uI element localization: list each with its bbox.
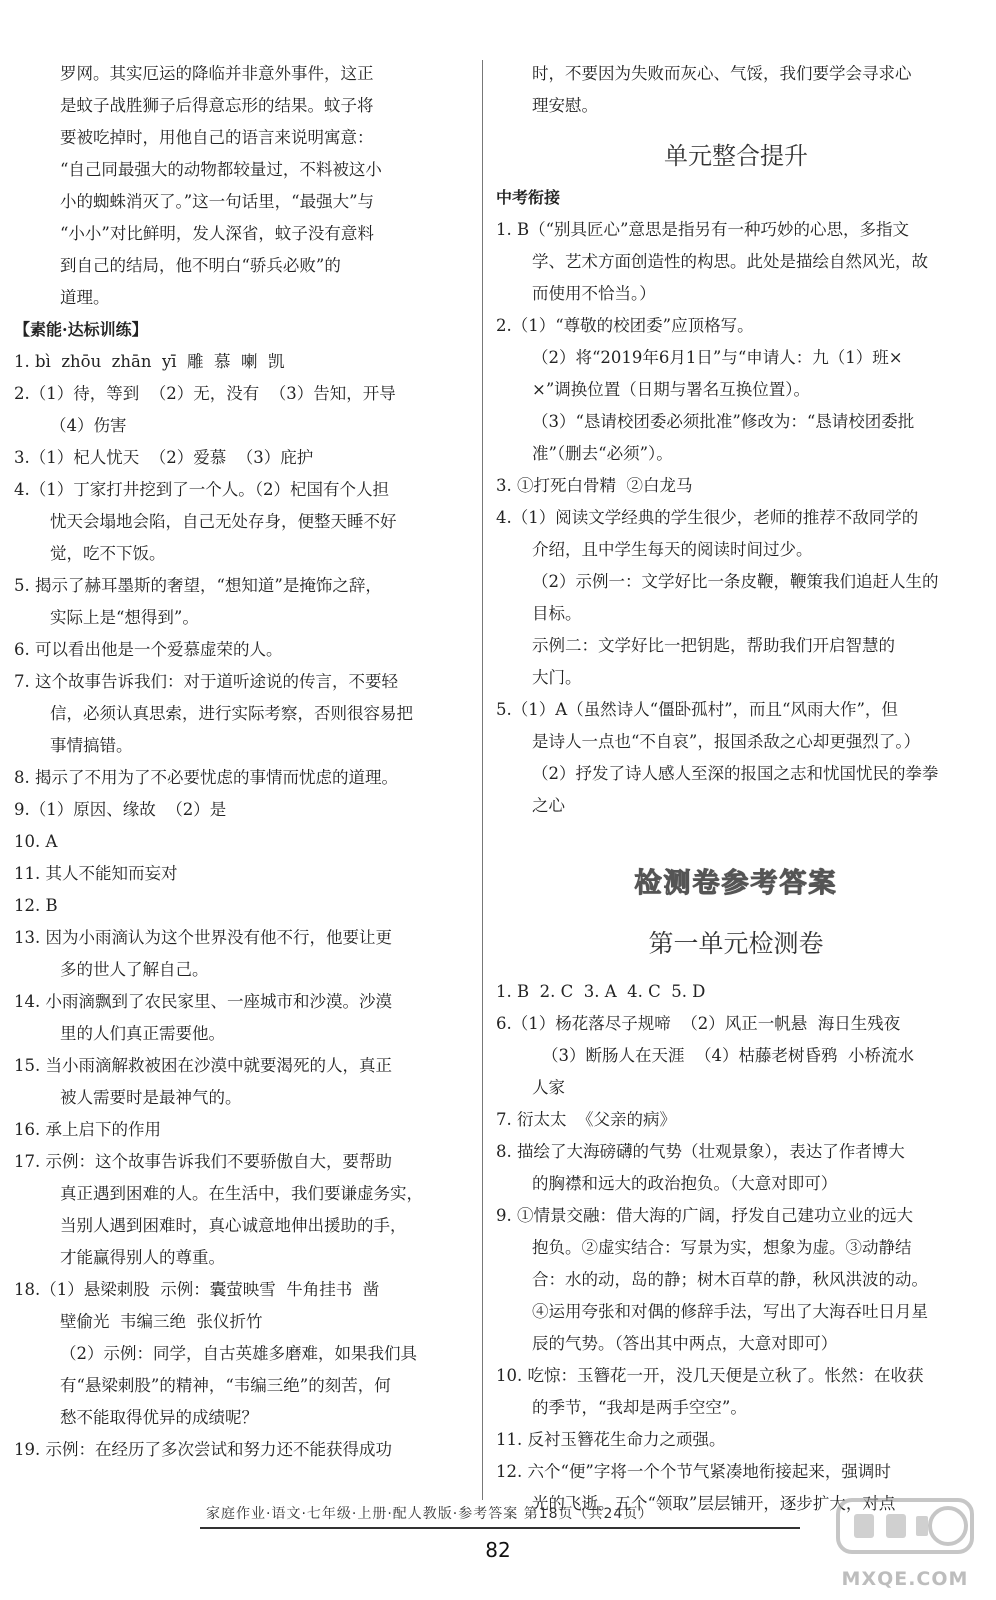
answer-line: （2）示例一：文学好比一条皮鞭，鞭策我们追赶人生的 bbox=[532, 572, 939, 591]
answer-line: 2.（1）待，等到 （2）无，没有 （3）告知，开导 bbox=[14, 384, 396, 403]
answer-line: 实际上是“想得到”。 bbox=[50, 608, 199, 627]
answer-line: （3）“恳请校团委必须批准”修改为：“恳请校团委批 bbox=[532, 412, 915, 431]
answer-line: 11. 反衬玉簪花生命力之顽强。 bbox=[496, 1430, 726, 1449]
answer-line: 而使用不恰当。） bbox=[532, 284, 656, 303]
text-line: “自己同最强大的动物都较量过，不料被这小 bbox=[60, 160, 382, 179]
answer-line: 2.（1）“尊敬的校团委”应顶格写。 bbox=[496, 316, 754, 335]
answer-line: 8. 描绘了大海磅礴的气势（壮观景象），表达了作者博大 bbox=[496, 1142, 905, 1161]
footer-rule bbox=[200, 1527, 800, 1529]
answer-line: 人家 bbox=[532, 1078, 565, 1097]
page-footer: 家庭作业·语文·七年级·上册·配人教版·参考答案 第18页（共24页） bbox=[206, 1506, 654, 1522]
answer-line: 是诗人一点也“不自哀”，报国杀敌之心却更强烈了。） bbox=[532, 732, 921, 751]
answer-line: 有“悬梁刺股”的精神，“韦编三绝”的刻苦，何 bbox=[60, 1376, 391, 1395]
sub-label: 中考衔接 bbox=[496, 188, 561, 207]
watermark-text: MXQE.COM bbox=[841, 1568, 969, 1590]
answer-line: 6.（1）杨花落尽子规啼 （2）风正一帆悬 海日生残夜 bbox=[496, 1014, 901, 1033]
answer-line: 大门。 bbox=[532, 668, 582, 687]
answer-line: （2）将“2019年6月1日”与“申请人：九（1）班× bbox=[532, 348, 903, 367]
answer-line: 1. bì zhōu zhān yī 雕 慕 喇 凯 bbox=[14, 352, 285, 371]
answer-line: 学、艺术方面创造性的构思。此处是描绘自然风光，故 bbox=[532, 252, 928, 271]
answer-line: 准”（删去“必须”）。 bbox=[532, 444, 673, 463]
answer-section-title: 检测卷参考答案 bbox=[634, 868, 838, 899]
answer-line: 4.（1）阅读文学经典的学生很少，老师的推荐不敌同学的 bbox=[496, 508, 919, 527]
answer-line: 当别人遇到困难时，真心诚意地伸出援助的手， bbox=[60, 1216, 407, 1235]
answer-line: 18.（1）悬梁刺股 示例：囊萤映雪 牛角挂书 凿 bbox=[14, 1280, 380, 1299]
answer-line: 13. 因为小雨滴认为这个世界没有他不行，他要让更 bbox=[14, 928, 392, 947]
right-column bbox=[496, 58, 976, 1520]
answer-line: 多的世人了解自己。 bbox=[60, 960, 209, 979]
text-line: “小小”对比鲜明，发人深省，蚊子没有意料 bbox=[60, 224, 374, 243]
answer-line: 真正遇到困难的人。在生活中，我们要谦虚务实， bbox=[60, 1184, 423, 1203]
answer-line: ④运用夸张和对偶的修辞手法，写出了大海吞吐日月星 bbox=[532, 1302, 928, 1321]
answer-line: 7. 衍太太 《父亲的病》 bbox=[496, 1110, 676, 1129]
answer-line: 9.（1）原因、缘故 （2）是 bbox=[14, 800, 227, 819]
answer-line: 10. A bbox=[14, 832, 58, 851]
answer-line: 目标。 bbox=[532, 604, 582, 623]
answer-line: 1. B 2. C 3. A 4. C 5. D bbox=[496, 982, 706, 1001]
answer-line: 信，必须认真思索，进行实际考察，否则很容易把 bbox=[50, 704, 413, 723]
answer-line: 7. 这个故事告诉我们：对于道听途说的传言，不要轻 bbox=[14, 672, 398, 691]
answer-line: 愁不能取得优异的成绩呢？ bbox=[60, 1408, 258, 1427]
answer-line: 事情搞错。 bbox=[50, 736, 133, 755]
answer-line: 3. ①打死白骨精 ②白龙马 bbox=[496, 476, 693, 495]
answer-line: 抱负。②虚实结合：写景为实，想象为虚。③动静结 bbox=[532, 1238, 912, 1257]
answer-line: 9. ①情景交融：借大海的广阔，抒发自己建功立业的远大 bbox=[496, 1206, 913, 1225]
answer-line: 12. B bbox=[14, 896, 58, 915]
answer-line: 合：水的动，岛的静；树木百草的静，秋风洪波的动。 bbox=[532, 1270, 928, 1289]
answer-line: 里的人们真正需要他。 bbox=[60, 1024, 225, 1043]
answer-line: 的胸襟和远大的政治抱负。（大意对即可） bbox=[532, 1174, 838, 1193]
left-intro-paragraph bbox=[14, 58, 464, 314]
answer-line: （3）断肠人在天涯 （4）枯藤老树昏鸦 小桥流水 bbox=[542, 1046, 914, 1065]
text-line: 到自己的结局，他不明白“骄兵必败”的 bbox=[60, 256, 341, 275]
left-column bbox=[14, 58, 464, 1466]
section-label: 【素能·达标训练】 bbox=[14, 320, 148, 339]
answer-line: 19. 示例：在经历了多次尝试和努力还不能获得成功 bbox=[14, 1440, 392, 1459]
answer-line: 之心 bbox=[532, 796, 565, 815]
watermark bbox=[830, 1486, 980, 1594]
answer-line: 忧天会塌地会陷，自己无处存身，便整天睡不好 bbox=[50, 512, 397, 531]
answer-line: （2）抒发了诗人感人至深的报国之志和忧国忧民的拳拳 bbox=[532, 764, 939, 783]
answer-line: ×”调换位置（日期与署名互换位置）。 bbox=[532, 380, 811, 399]
answer-line: 11. 其人不能知而妄对 bbox=[14, 864, 178, 883]
watermark-logo-icon bbox=[830, 1486, 980, 1566]
answer-line: 示例二：文学好比一把钥匙，帮助我们开启智慧的 bbox=[532, 636, 895, 655]
answer-line: 10. 吃惊：玉簪花一开，没几天便是立秋了。怅然：在收获 bbox=[496, 1366, 924, 1385]
answer-line: 觉，吃不下饭。 bbox=[50, 544, 166, 563]
answer-line: 3.（1）杞人忧天 （2）爱慕 （3）庇护 bbox=[14, 448, 314, 467]
answer-line: 6. 可以看出他是一个爱慕虚荣的人。 bbox=[14, 640, 283, 659]
text-line: 是蚊子战胜狮子后得意忘形的结果。蚊子将 bbox=[60, 96, 374, 115]
answer-line: 17. 示例：这个故事告诉我们不要骄傲自大，要帮助 bbox=[14, 1152, 392, 1171]
answer-line: （4）伤害 bbox=[50, 416, 127, 435]
answer-line: 16. 承上启下的作用 bbox=[14, 1120, 161, 1139]
answer-line: 8. 揭示了不用为了不必要忧虑的事情而忧虑的道理。 bbox=[14, 768, 398, 787]
answer-line: 光的飞逝。五个“领取”层层铺开，逐步扩大，对点 bbox=[532, 1494, 896, 1513]
answer-line: 辰的气势。（答出其中两点，大意对即可） bbox=[532, 1334, 838, 1353]
answer-line: 4.（1）丁家打井挖到了一个人。（2）杞国有个人担 bbox=[14, 480, 389, 499]
answer-line: 被人需要时是最神气的。 bbox=[60, 1088, 242, 1107]
column-divider bbox=[482, 60, 483, 1500]
answer-line: 12. 六个“便”字将一个个节气紧凑地衔接起来，强调时 bbox=[496, 1462, 891, 1481]
text-line: 要被吃掉时，用他自己的语言来说明寓意： bbox=[60, 128, 374, 147]
text-line: 道理。 bbox=[60, 288, 110, 307]
answer-line: 壁偷光 韦编三绝 张仪折竹 bbox=[60, 1312, 263, 1331]
answer-line: 1. B（“别具匠心”意思是指另有一种巧妙的心思，多指文 bbox=[496, 220, 909, 239]
answer-line: 介绍，且中学生每天的阅读时间过少。 bbox=[532, 540, 813, 559]
text-line: 罗网。其实厄运的降临并非意外事件，这正 bbox=[60, 64, 374, 83]
answer-line: 15. 当小雨滴解救被困在沙漠中就要渴死的人，真正 bbox=[14, 1056, 392, 1075]
answer-line: 才能赢得别人的尊重。 bbox=[60, 1248, 225, 1267]
unit-title: 单元整合提升 bbox=[664, 142, 808, 170]
answer-line: （2）示例：同学，自古英雄多磨难，如果我们具 bbox=[60, 1344, 417, 1363]
answer-line: 5.（1）A（虽然诗人“僵卧孤村”，而且“风雨大作”，但 bbox=[496, 700, 898, 719]
text-line: 小的蜘蛛消灭了。”这一句话里，“最强大”与 bbox=[60, 192, 375, 211]
answer-line: 14. 小雨滴飘到了农民家里、一座城市和沙漠。沙漠 bbox=[14, 992, 392, 1011]
answer-line: 5. 揭示了赫耳墨斯的奢望，“想知道”是掩饰之辞， bbox=[14, 576, 382, 595]
text-line: 理安慰。 bbox=[532, 96, 598, 115]
test-title: 第一单元检测卷 bbox=[648, 929, 824, 958]
page-number: 82 bbox=[485, 1538, 511, 1562]
text-line: 时，不要因为失败而灰心、气馁，我们要学会寻求心 bbox=[532, 64, 912, 83]
answer-line: 的季节，“我却是两手空空”。 bbox=[532, 1398, 747, 1417]
